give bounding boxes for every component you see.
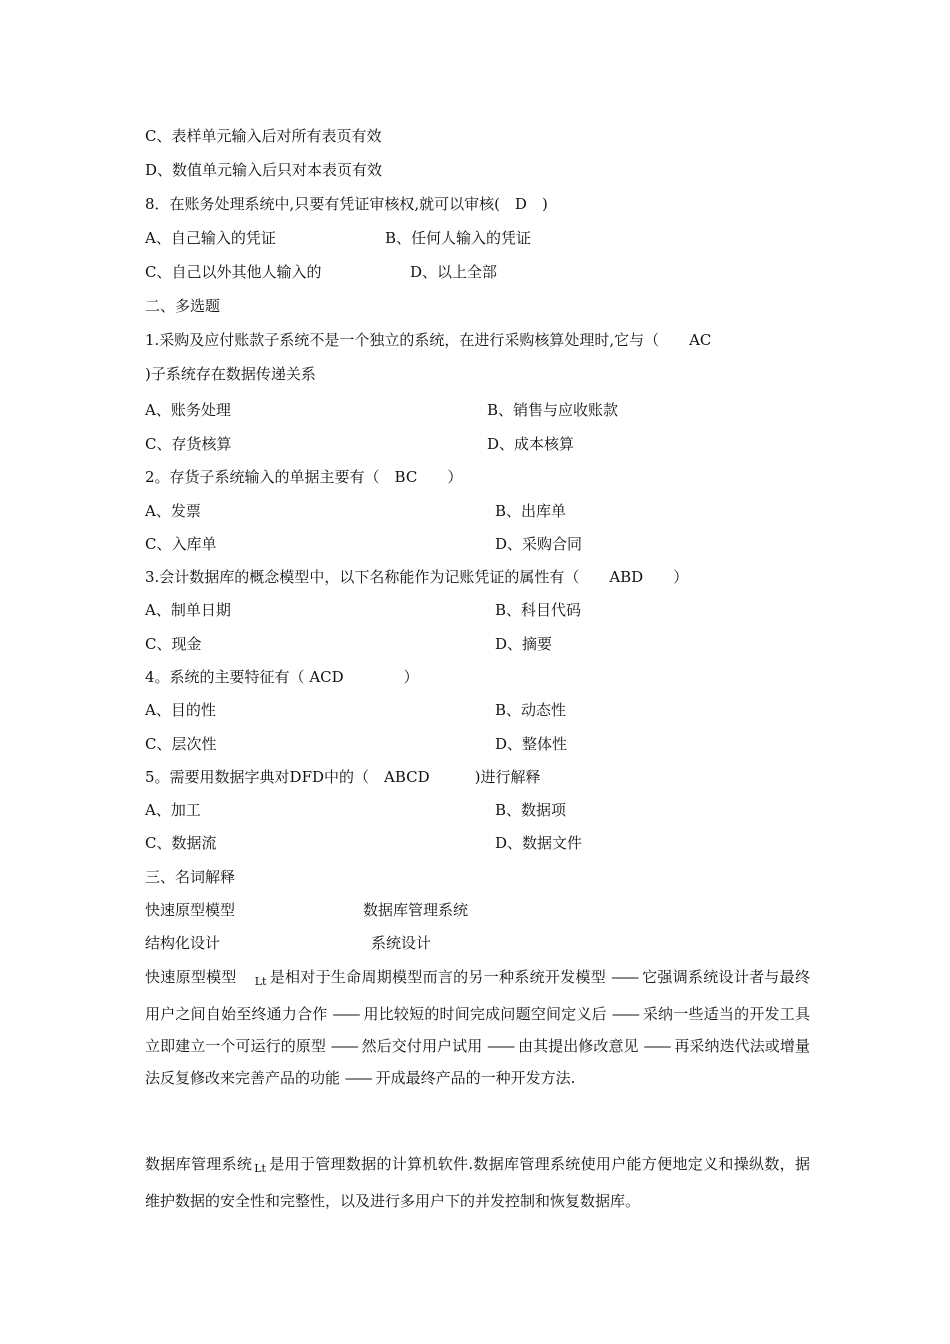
option-row: [145, 633, 553, 655]
option-row: [145, 699, 567, 721]
option-a: A、加工: [145, 801, 201, 819]
option-row: [145, 733, 568, 755]
option-c: C、自己以外其他人输入的: [145, 263, 322, 281]
option-b: B、动态性: [495, 701, 567, 719]
dash-separator: ——: [332, 1005, 359, 1023]
option-a: A、账务处理: [145, 401, 231, 419]
term: 系统设计: [371, 934, 432, 952]
term: 数据库管理系统: [363, 901, 469, 919]
dash-separator: ——: [344, 1069, 371, 1087]
option-d: D、采购合同: [495, 535, 583, 553]
definition-text: 是相对于生命周期模型而言的另一种系统开发模型: [269, 968, 606, 986]
question-line: 8．在账务处理系统中,只要有凭证审核权,就可以审核( D ): [145, 195, 548, 213]
option-b: B、出库单: [495, 502, 567, 520]
option-b: B、销售与应收账款: [487, 401, 619, 419]
option-c: C、层次性: [145, 735, 217, 753]
option-row: [145, 599, 582, 621]
option-a: A、目的性: [145, 701, 216, 719]
definition-text: 开成最终产品的一种开发方法.: [375, 1069, 576, 1087]
definition-marker: Lt: [254, 1162, 266, 1175]
definition-text: 然后交付用户试用: [361, 1037, 483, 1055]
option-a: A、自己输入的凭证: [145, 229, 276, 247]
definition-text: 它强调系统设计者与最终用户之间自始至终通力合作: [145, 968, 810, 1023]
question-line: 2。存货子系统输入的单据主要有（ BC ）: [145, 468, 463, 486]
option-a: A、发票: [145, 502, 201, 520]
question-line: 4。系统的主要特征有（ ACD ）: [145, 668, 419, 686]
option-row: [145, 261, 498, 283]
section-heading: 二、多选题: [145, 297, 221, 315]
definition-text: 用比较短的时间完成问题空间定义后: [363, 1005, 607, 1023]
question-line: 3.会计数据库的概念模型中，以下名称能作为记账凭证的属性有（ ABD ）: [145, 568, 689, 586]
term-row: [145, 899, 469, 921]
dash-separator: ——: [611, 968, 638, 986]
option-d: D、摘要: [495, 635, 553, 653]
definition-text: 由其提出修改意见: [518, 1037, 639, 1055]
question-line: )子系统存在数据传递关系: [145, 365, 316, 383]
option-row: [145, 533, 583, 555]
definition-term: 快速原型模型: [145, 968, 237, 986]
option-d: D、以上全部: [410, 263, 498, 281]
definition-marker: Lt: [254, 975, 267, 988]
option-d: D、数据文件: [495, 834, 583, 852]
question-line: 1.采购及应付账款子系统不是一个独立的系统，在进行采购核算处理时,它与（ AC: [145, 331, 712, 349]
term-row: [145, 932, 432, 954]
section-heading: 三、名词解释: [145, 868, 236, 886]
option-d: D、整体性: [495, 735, 568, 753]
option-c: C、入库单: [145, 535, 217, 553]
option-line: D、数值单元输入后只对本表页有效: [145, 161, 383, 179]
dash-separator: ——: [330, 1037, 357, 1055]
definition-paragraph-1: [145, 961, 810, 1094]
option-c: C、现金: [145, 635, 202, 653]
option-row: [145, 500, 567, 522]
definition-term: 数据库管理系统: [145, 1155, 253, 1173]
option-line: C、表样单元输入后对所有表页有效: [145, 127, 382, 145]
dash-separator: ——: [487, 1037, 514, 1055]
option-row: [145, 832, 583, 854]
option-b: B、任何人输入的凭证: [385, 229, 532, 247]
option-c: C、数据流: [145, 834, 217, 852]
definition-paragraph-2: [145, 1148, 810, 1217]
question-line: 5。需要用数据字典对DFD中的（ ABCD )进行解释: [145, 768, 541, 786]
definition-text: 再采纳迭代法或增量法反复修改来完善产品的功能: [145, 1037, 810, 1087]
term: 快速原型模型: [145, 901, 236, 919]
dash-separator: ——: [611, 1005, 638, 1023]
dash-separator: ——: [643, 1037, 670, 1055]
option-row: [145, 799, 567, 821]
option-b: B、科目代码: [495, 601, 582, 619]
option-b: B、数据项: [495, 801, 567, 819]
option-d: D、成本核算: [487, 435, 575, 453]
option-row: [145, 227, 532, 249]
option-row: [145, 433, 575, 455]
definition-text: 采纳一些适当的开发工具立即建立一个可运行的原型: [145, 1005, 810, 1055]
term: 结构化设计: [145, 934, 221, 952]
option-c: C、存货核算: [145, 435, 232, 453]
option-a: A、制单日期: [145, 601, 231, 619]
definition-text: 是用于管理数据的计算机软件.数据库管理系统使用户能方便地定义和操纵数，据维护数据的安全性和完整性，以及进行多用户下的并发控制和恢复数据库。: [145, 1155, 810, 1210]
option-row: [145, 399, 619, 421]
